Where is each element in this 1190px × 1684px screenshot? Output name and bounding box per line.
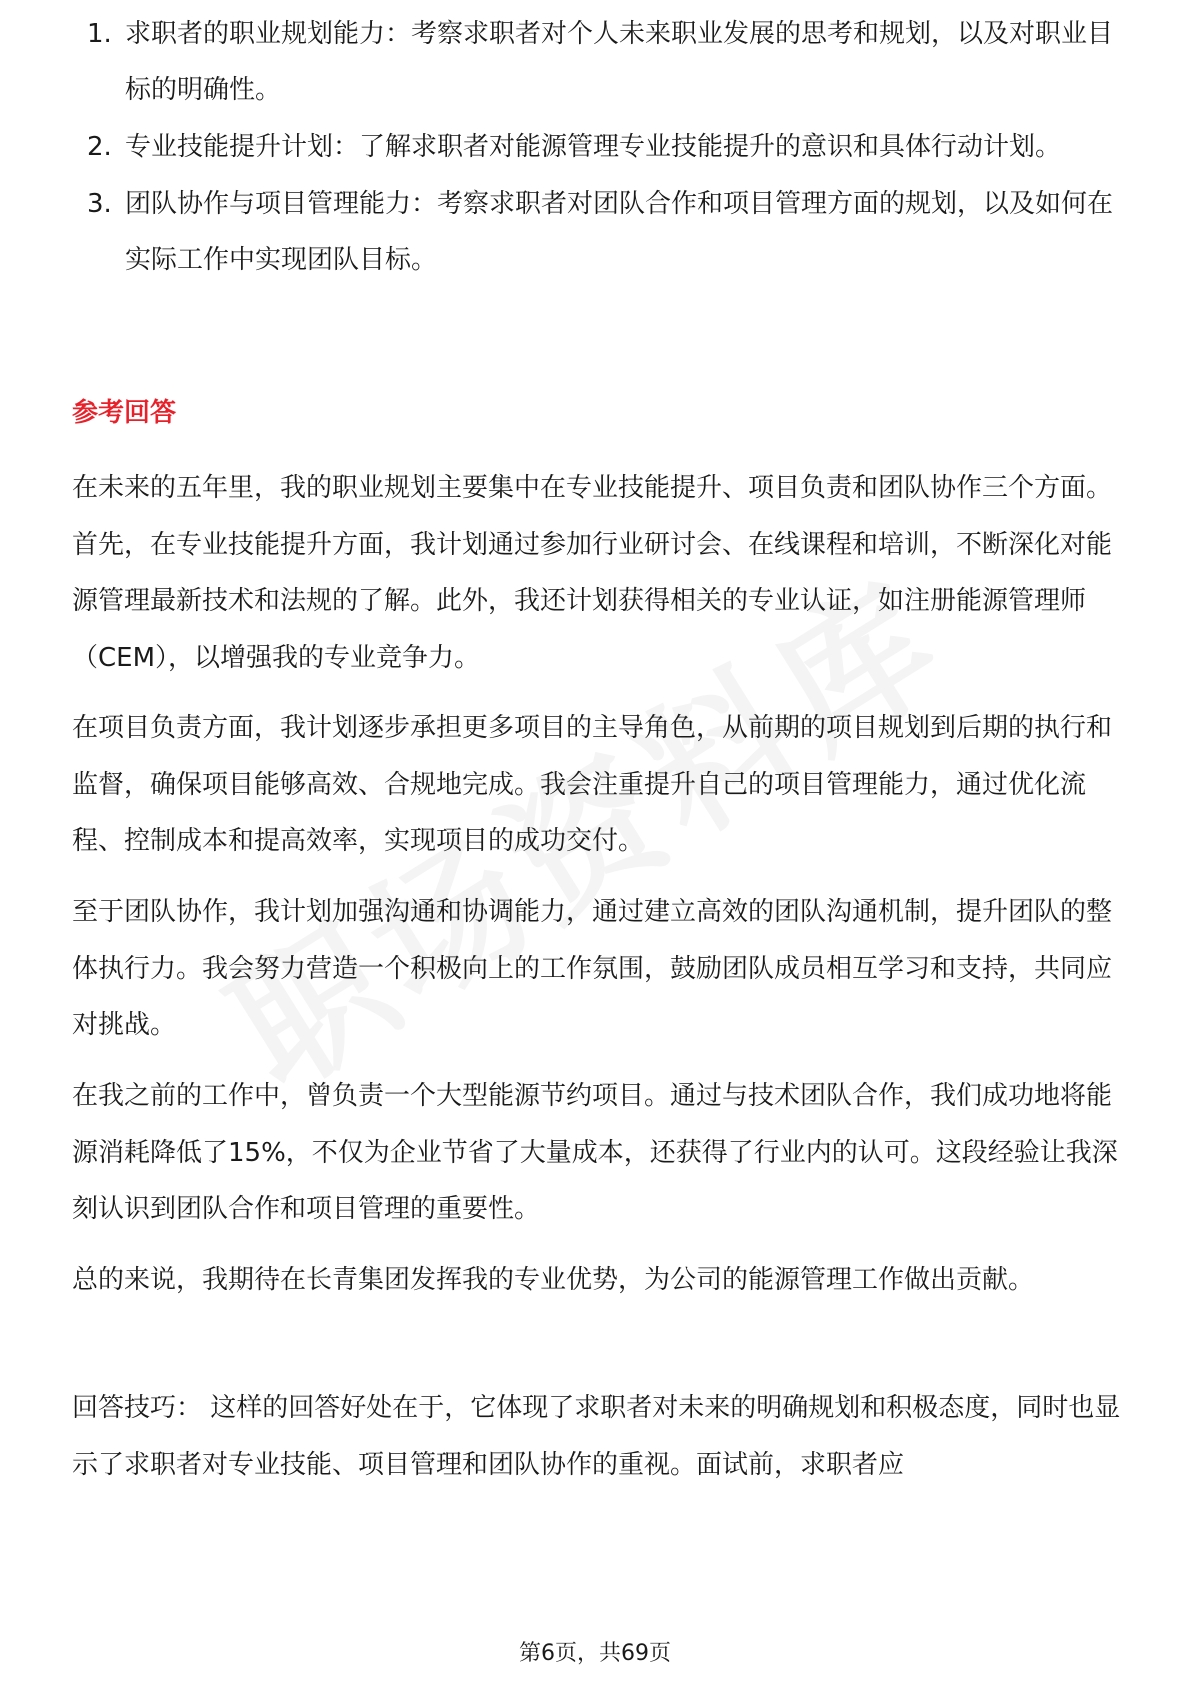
list-item-number: 1. (87, 19, 112, 49)
answer-paragraph: 在未来的五年里，我的职业规划主要集中在专业技能提升、项目负责和团队协作三个方面。首先，在专业技能提升方面，我计划通过参加行业研讨会、在线课程和培训，不断深化对能源管理最新技术和法规的了解。此外，我还计划获得相关的专业认证，如注册能源管理师（CEM），以增强我的专业竞争力。 (72, 473, 1113, 673)
list-item-text: 求职者的职业规划能力：考察求职者对个人未来职业发展的思考和规划，以及对职业目标的明确性。 (125, 19, 1114, 105)
answer-paragraph: 至于团队协作，我计划加强沟通和协调能力，通过建立高效的团队沟通机制，提升团队的整体执行力。我会努力营造一个积极向上的工作氛围，鼓励团队成员相互学习和支持，共同应对挑战。 (72, 897, 1113, 1040)
list-item-number: 3. (87, 189, 112, 219)
answer-paragraph: 在项目负责方面，我计划逐步承担更多项目的主导角色，从前期的项目规划到后期的执行和监督，确保项目能够高效、合规地完成。我会注重提升自己的项目管理能力，通过优化流程、控制成本和提高效率，实现项目的成功交付。 (72, 713, 1113, 856)
section-title: 参考回答 (72, 398, 177, 428)
answer-paragraph: 在我之前的工作中，曾负责一个大型能源节约项目。通过与技术团队合作，我们成功地将能源消耗降低了15%，不仅为企业节省了大量成本，还获得了行业内的认可。这段经验让我深刻认识到团队合作和项目管理的重要性。 (72, 1081, 1118, 1224)
list-item-text: 团队协作与项目管理能力：考察求职者对团队合作和项目管理方面的规划，以及如何在实际工作中实现团队目标。 (125, 189, 1114, 275)
answer-paragraph: 总的来说，我期待在长青集团发挥我的专业优势，为公司的能源管理工作做出贡献。 (72, 1265, 1035, 1295)
answer-tips: 回答技巧： 这样的回答好处在于，它体现了求职者对未来的明确规划和积极态度，同时也显示了求职者对专业技能、项目管理和团队协作的重视。面试前，求职者应 (72, 1393, 1121, 1480)
evaluation-points-list (72, 19, 1122, 291)
list-item (72, 6, 1122, 118)
list-item-number: 2. (87, 132, 112, 162)
list-item (72, 119, 1122, 175)
page-number: 第6页，共69页 (519, 1641, 671, 1666)
list-item (72, 176, 1122, 288)
list-item-text: 专业技能提升计划：了解求职者对能源管理专业技能提升的意识和具体行动计划。 (125, 132, 1062, 162)
